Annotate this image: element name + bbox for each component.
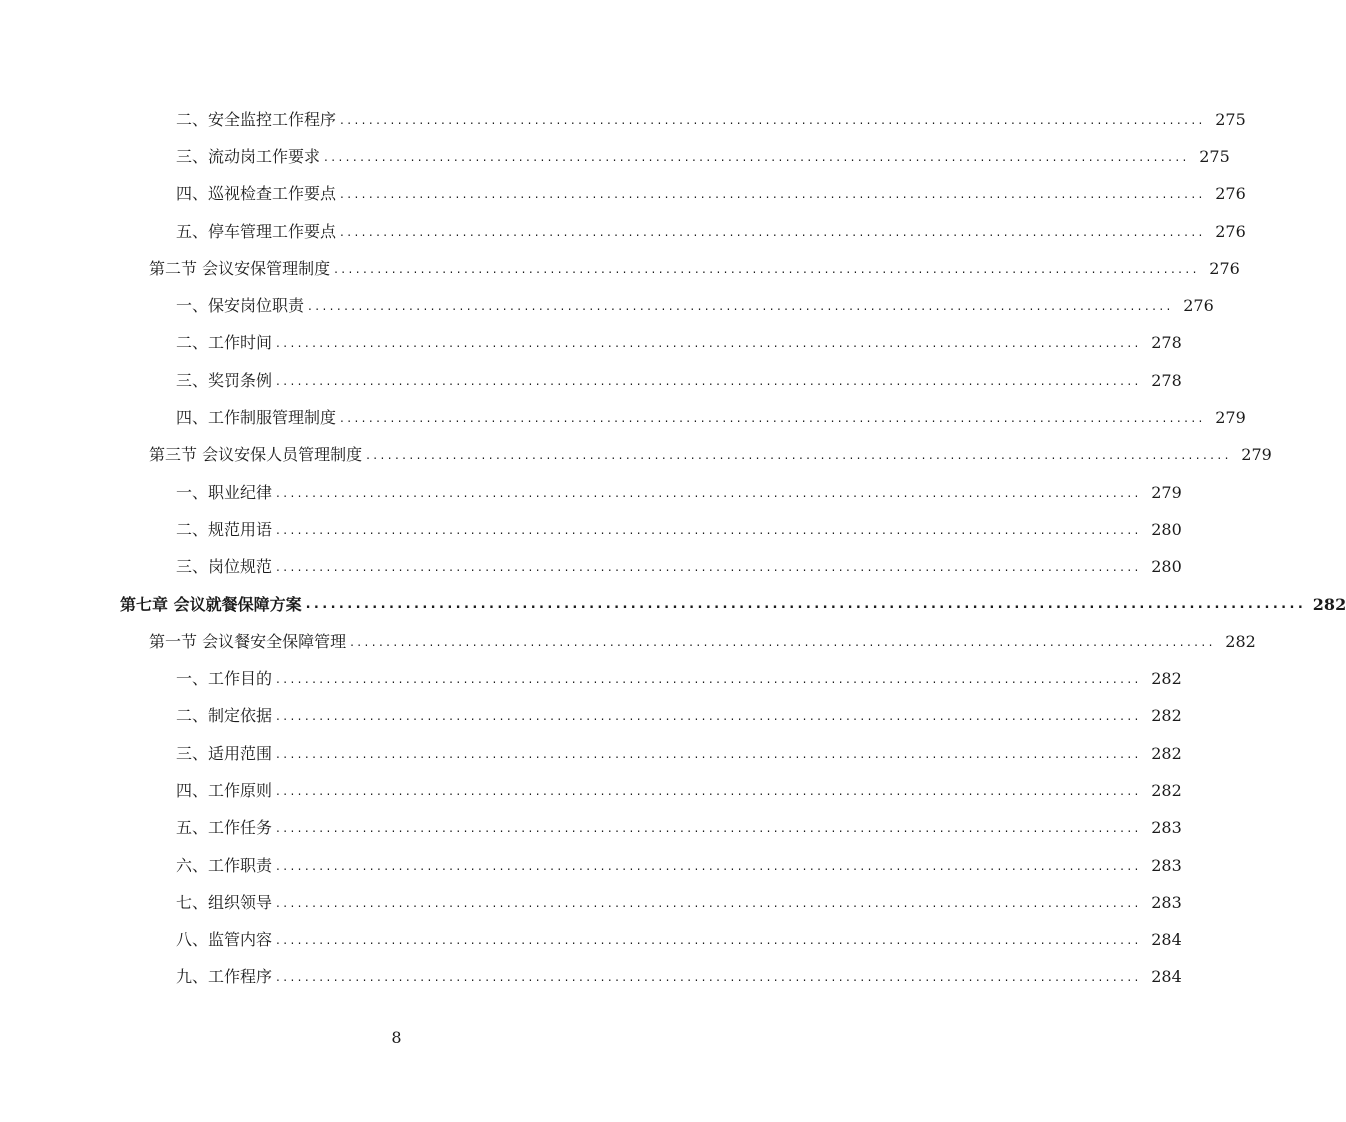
toc-item-entry — [0, 138, 1230, 175]
toc-dot-leader: ........................................................................................................................ — [366, 448, 1232, 463]
toc-entry-title: 第二节 会议安保管理制度 — [149, 258, 331, 278]
toc-entry-page: 279 — [1215, 408, 1246, 428]
toc-entry-title: 三、适用范围 — [176, 743, 273, 763]
toc-entry-page: 282 — [1225, 631, 1256, 651]
toc-dot-leader: ........................................................................................................................ — [276, 783, 1142, 798]
toc-entry-page: 279 — [1151, 482, 1182, 502]
toc-dot-leader: ........................................................................................................................ — [276, 858, 1142, 873]
toc-dot-leader: ........................................................................................................................ — [276, 746, 1142, 761]
toc-item-entry — [0, 847, 1182, 884]
toc-chapter-entry — [0, 586, 1346, 623]
table-of-contents — [0, 101, 1346, 996]
toc-entry-title: 第三节 会议安保人员管理制度 — [149, 445, 363, 465]
toc-entry-title: 四、工作原则 — [176, 780, 273, 800]
toc-dot-leader: ........................................................................................................................ — [276, 709, 1142, 724]
toc-entry-page: 276 — [1183, 296, 1214, 316]
toc-entry-title: 二、安全监控工作程序 — [176, 109, 337, 129]
toc-entry-page: 280 — [1151, 557, 1182, 577]
toc-item-entry — [0, 325, 1182, 362]
toc-entry-page: 284 — [1151, 967, 1182, 987]
toc-item-entry — [0, 362, 1182, 399]
toc-dot-leader: ........................................................................................................................ — [334, 261, 1200, 276]
toc-entry-title: 二、制定依据 — [176, 706, 273, 726]
toc-dot-leader: ........................................................................................................................ — [340, 187, 1206, 202]
toc-entry-title: 三、流动岗工作要求 — [176, 146, 321, 166]
toc-entry-page: 278 — [1151, 333, 1182, 353]
toc-entry-page: 283 — [1151, 818, 1182, 838]
toc-item-entry — [0, 772, 1182, 809]
toc-entry-page: 282 — [1151, 743, 1182, 763]
toc-entry-page: 284 — [1151, 930, 1182, 950]
toc-dot-leader: ........................................................................................................................ — [340, 224, 1206, 239]
toc-section-entry — [0, 250, 1240, 287]
toc-dot-leader: ........................................................................................................................ — [276, 373, 1142, 388]
toc-item-entry — [0, 698, 1182, 735]
toc-dot-leader: ........................................................................................................................ — [276, 485, 1142, 500]
toc-entry-title: 第七章 会议就餐保障方案 — [120, 594, 302, 614]
toc-item-entry — [0, 511, 1182, 548]
toc-item-entry — [0, 399, 1246, 436]
toc-item-entry — [0, 549, 1182, 586]
toc-entry-page: 282 — [1151, 780, 1182, 800]
toc-item-entry — [0, 660, 1182, 697]
toc-entry-title: 一、职业纪律 — [176, 482, 273, 502]
toc-entry-page: 280 — [1151, 519, 1182, 539]
toc-item-entry — [0, 735, 1182, 772]
toc-entry-page: 282 — [1151, 669, 1182, 689]
toc-entry-title: 第一节 会议餐安全保障管理 — [149, 631, 347, 651]
toc-dot-leader: ........................................................................................................................ — [350, 634, 1216, 649]
toc-dot-leader: ........................................................................................................................ — [276, 560, 1142, 575]
toc-entry-page: 283 — [1151, 855, 1182, 875]
toc-dot-leader: ........................................................................................................................ — [276, 522, 1142, 537]
toc-entry-title: 九、工作程序 — [176, 967, 273, 987]
toc-entry-title: 二、工作时间 — [176, 333, 273, 353]
toc-entry-title: 八、监管内容 — [176, 930, 273, 950]
toc-entry-page: 283 — [1151, 892, 1182, 912]
toc-entry-page: 276 — [1209, 258, 1240, 278]
toc-entry-page: 282 — [1151, 706, 1182, 726]
toc-entry-title: 五、工作任务 — [176, 818, 273, 838]
toc-entry-page: 278 — [1151, 370, 1182, 390]
toc-entry-page: 275 — [1215, 109, 1246, 129]
toc-dot-leader: ........................................................................................................................ — [276, 933, 1142, 948]
page-number: 8 — [391, 1028, 402, 1047]
toc-section-entry — [0, 623, 1256, 660]
toc-entry-title: 一、工作目的 — [176, 669, 273, 689]
toc-entry-title: 二、规范用语 — [176, 519, 273, 539]
toc-dot-leader: ........................................................................................................................ — [276, 970, 1142, 985]
toc-dot-leader: ........................................................................................................................ — [308, 299, 1174, 314]
toc-item-entry — [0, 176, 1246, 213]
toc-item-entry — [0, 884, 1182, 921]
toc-entry-title: 七、组织领导 — [176, 892, 273, 912]
toc-entry-page: 282 — [1312, 594, 1346, 614]
toc-dot-leader: ........................................................................................................................ — [276, 895, 1142, 910]
toc-entry-page: 276 — [1215, 221, 1246, 241]
toc-dot-leader: ........................................................................................................................ — [340, 411, 1206, 426]
toc-dot-leader: ........................................................................................................................ — [276, 672, 1142, 687]
toc-entry-title: 六、工作职责 — [176, 855, 273, 875]
toc-entry-page: 279 — [1241, 445, 1272, 465]
toc-item-entry — [0, 474, 1182, 511]
toc-dot-leader: ........................................................................................................................ — [276, 336, 1142, 351]
toc-entry-title: 四、巡视检查工作要点 — [176, 184, 337, 204]
toc-entry-title: 一、保安岗位职责 — [176, 296, 305, 316]
toc-dot-leader: ........................................................................................................................ — [324, 149, 1190, 164]
toc-item-entry — [0, 959, 1182, 996]
toc-item-entry — [0, 810, 1182, 847]
toc-dot-leader: ........................................................................................................................ — [276, 821, 1142, 836]
toc-entry-title: 三、岗位规范 — [176, 557, 273, 577]
toc-dot-leader: ........................................................................................................................ — [340, 112, 1206, 127]
toc-item-entry — [0, 922, 1182, 959]
toc-entry-title: 三、奖罚条例 — [176, 370, 273, 390]
toc-item-entry — [0, 287, 1214, 324]
toc-item-entry — [0, 101, 1246, 138]
toc-dot-leader: ........................................................................................................................ — [305, 597, 1307, 612]
toc-entry-title: 四、工作制服管理制度 — [176, 408, 337, 428]
toc-entry-page: 276 — [1215, 184, 1246, 204]
toc-item-entry — [0, 213, 1246, 250]
toc-section-entry — [0, 437, 1272, 474]
toc-entry-page: 275 — [1199, 146, 1230, 166]
toc-entry-title: 五、停车管理工作要点 — [176, 221, 337, 241]
